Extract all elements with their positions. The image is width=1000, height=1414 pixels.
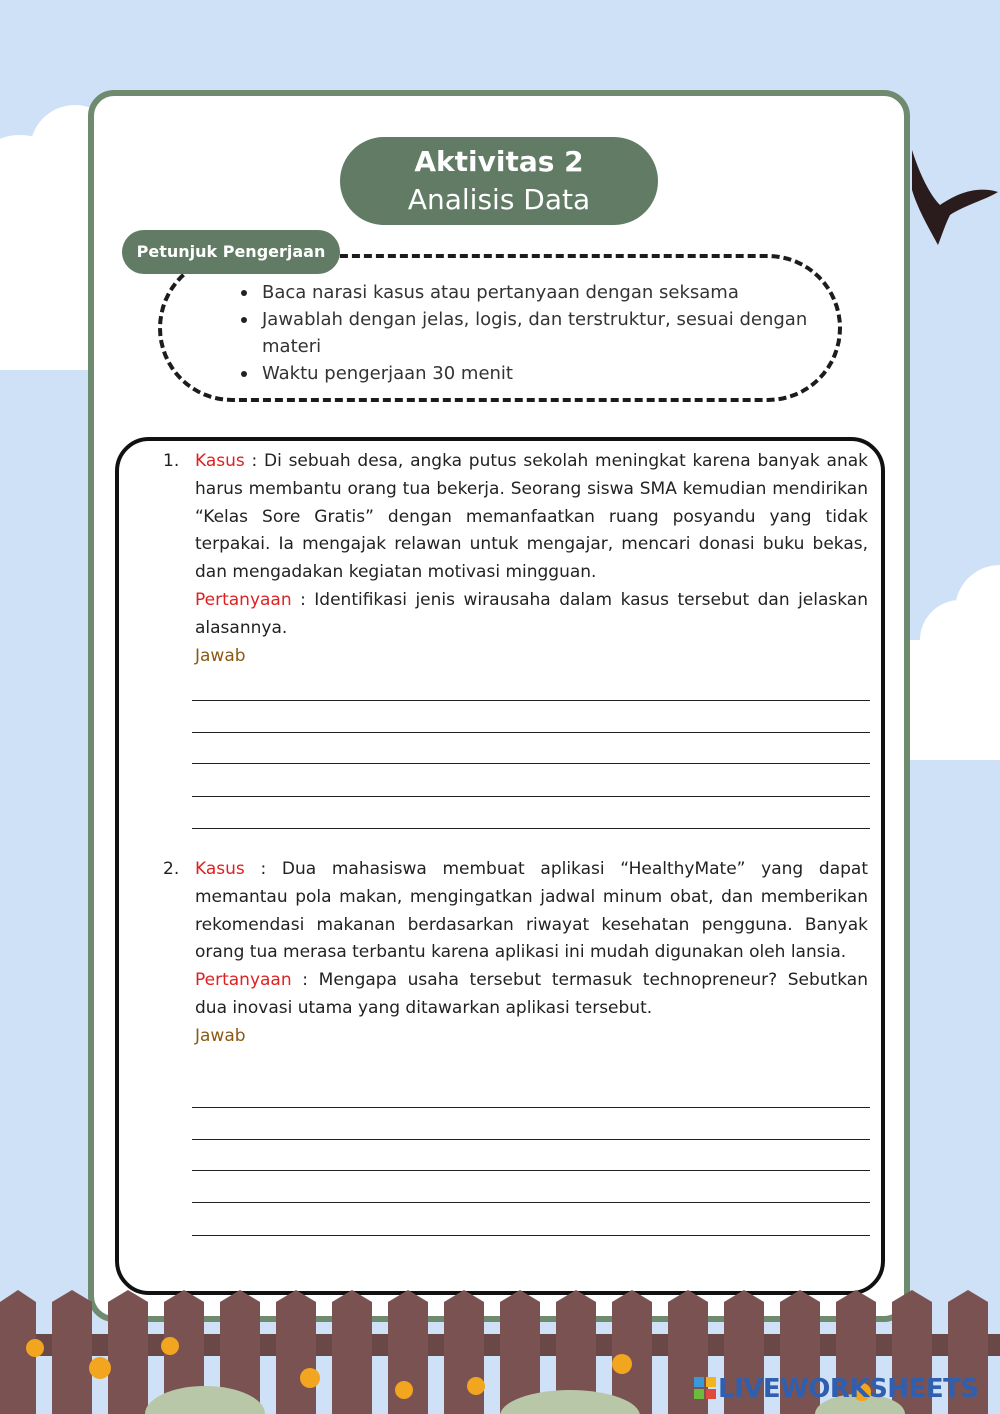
answer-line[interactable] [192, 700, 870, 701]
case-text: : Dua mahasiswa membuat aplikasi “HealthyMate” yang dapat memantau pola makan, mengingatkan jadwal minum obat, dan memberikan rekomendasi makanan berdasarkan riwayat kesehatan pengguna. Banyak orang tua merasa terbantu karena aplikasi ini mudah digunakan oleh lansia. [195, 859, 868, 963]
case-label: Kasus [195, 859, 245, 879]
answer-line[interactable] [192, 1235, 870, 1236]
answer-line[interactable] [192, 828, 870, 829]
case-text: : Di sebuah desa, angka putus sekolah meningkat karena banyak anak harus membantu orang tua bekerja. Seorang siswa SMA kemudian mendirikan “Kelas Sore Gratis” dengan memanfaatkan ruang posyandu yang tidak terpakai. Ia mengajak relawan untuk mengajar, mencari donasi buku bekas, dan mengadakan kegiatan motivasi mingguan. [195, 451, 868, 583]
bullet-icon [241, 290, 247, 296]
answer-line[interactable] [192, 1139, 870, 1140]
question-1 [163, 448, 868, 670]
question-paragraph [195, 967, 868, 1023]
answer-label: Jawab [195, 645, 246, 666]
answer-line[interactable] [192, 763, 870, 764]
question-label: Pertanyaan [195, 970, 292, 991]
answer-line[interactable] [192, 732, 870, 733]
question-label: Pertanyaan [195, 589, 292, 610]
answer-line[interactable] [192, 796, 870, 797]
activity-subtitle: Analisis Data [407, 183, 591, 216]
question-paragraph [195, 587, 868, 643]
title-badge [340, 137, 658, 225]
question-text: : Mengapa usaha tersebut termasuk technopreneur? Sebutkan dua inovasi utama yang ditawarkan aplikasi tersebut. [195, 970, 868, 1018]
activity-title: Aktivitas 2 [414, 145, 584, 178]
case-paragraph [195, 856, 868, 967]
instruction-item: Baca narasi kasus atau pertanyaan dengan seksama [238, 279, 838, 306]
watermark [694, 1374, 994, 1404]
instruction-item: Jawablah dengan jelas, logis, dan terstruktur, sesuai dengan materi [238, 306, 838, 360]
question-text: : Identifikasi jenis wirausaha dalam kasus tersebut dan jelaskan alasannya. [195, 589, 868, 638]
instructions-list [238, 279, 838, 387]
instruction-item: Waktu pengerjaan 30 menit [238, 360, 838, 387]
answer-label: Jawab [195, 1025, 246, 1046]
case-label: Kasus [195, 451, 245, 471]
bullet-icon [241, 371, 247, 377]
instructions-label: Petunjuk Pengerjaan [122, 230, 340, 274]
case-paragraph [195, 448, 868, 587]
bullet-icon [241, 317, 247, 323]
bird-icon [912, 150, 998, 245]
cloud-right [905, 565, 1000, 760]
watermark-text: LIVEWORKSHEETS [718, 1374, 979, 1404]
question-number: 1. [163, 451, 180, 471]
question-number: 2. [163, 859, 180, 879]
question-2 [163, 856, 868, 1051]
liveworksheets-logo-icon [694, 1377, 716, 1399]
answer-line[interactable] [192, 1107, 870, 1108]
answer-line[interactable] [192, 1202, 870, 1203]
answer-line[interactable] [192, 1170, 870, 1171]
